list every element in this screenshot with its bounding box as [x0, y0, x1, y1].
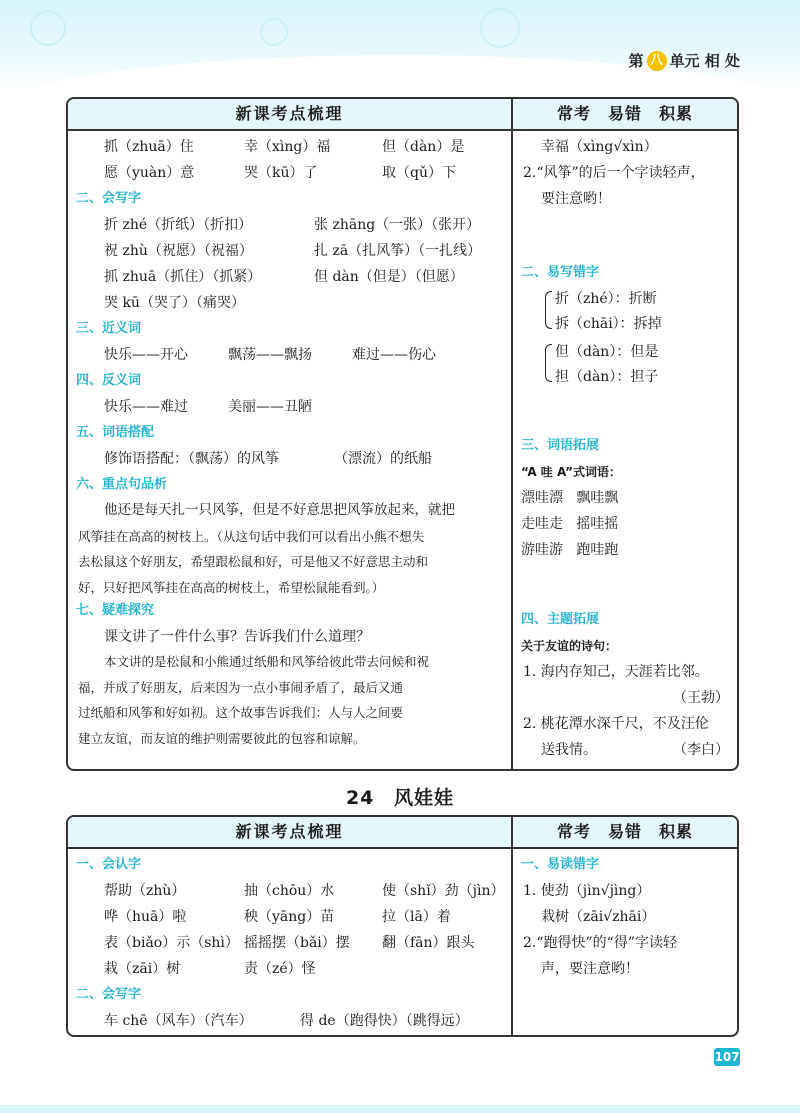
tip-line: 1. 使劲（jìn√jìng）: [523, 883, 651, 899]
decor-circle: [30, 10, 66, 46]
analysis-line: 好，只好把风筝挂在高高的树枝上，希望松鼠能看到。）: [78, 579, 385, 595]
header-band: [0, 0, 800, 92]
char-item: 责（zé）怪: [244, 961, 316, 977]
key-sentence-analysis: [78, 498, 508, 600]
word-item: 摇哇摇: [576, 516, 619, 532]
box-header: [68, 817, 737, 849]
word-item: 走哇走: [521, 516, 563, 532]
header-left-title: 新课考点梳理: [68, 99, 513, 129]
section-heading: 七、疑难探究: [76, 603, 155, 618]
char-item: 帮助（zhù）: [104, 883, 186, 899]
char-item: 栽（zāi）树: [104, 961, 181, 977]
subheading: “A 哇 A”式词语：: [521, 465, 622, 479]
lesson24-summary-box: [66, 815, 739, 1037]
word-pair: 飘荡——飘扬: [228, 347, 312, 363]
word-item: 跑哇跑: [576, 542, 619, 558]
lesson23-summary-box: [66, 97, 739, 771]
tip-line: 2.“风筝”的后一个字读轻声，: [523, 165, 705, 181]
section-heading: 四、反义词: [76, 373, 142, 388]
write-item: 祝 zhù（祝愿）（祝福）: [104, 243, 253, 259]
unit-prefix: 第: [628, 52, 644, 70]
word-pair: 快乐——难过: [104, 399, 188, 415]
section-heading: 二、会写字: [76, 191, 142, 206]
write-item: 哭 kū（哭了）（痛哭）: [104, 295, 245, 311]
answer-line: 建立友谊，而友谊的维护则需要彼此的包容和谅解。: [78, 730, 366, 746]
decor-circle: [480, 8, 520, 48]
char-pair-item: 拆（chāi）：拆掉: [555, 316, 662, 332]
brace-mark: [545, 291, 552, 329]
write-item: 得 de（跑得快）（跳得远）: [300, 1013, 469, 1029]
char-item: 愿（yuàn）意: [104, 165, 195, 181]
tip-line: 要注意哟！: [541, 191, 611, 207]
char-pair-item: 但（dàn）：但是: [555, 344, 659, 360]
char-item: 秧（yāng）苗: [244, 909, 335, 925]
right-column: [513, 849, 737, 1035]
answer-paragraph: [78, 649, 508, 751]
unit-label: [629, 50, 740, 71]
poem-line: 1. 海内存知己，天涯若比邻。: [523, 664, 709, 680]
write-item: 车 chē（风车）（汽车）: [104, 1013, 253, 1029]
page-number: 107: [714, 1050, 740, 1064]
analysis-line: 风筝挂在高高的树枝上。（从这句话中我们可以看出小熊不想失: [78, 528, 425, 544]
word-row: [521, 541, 618, 559]
unit-title: 单元 相 处: [669, 52, 740, 70]
section-heading: 三、词语拓展: [521, 438, 600, 453]
footer-band: [0, 1105, 800, 1113]
right-column: [513, 131, 737, 769]
char-item: 表（biǎo）示（shì）: [104, 935, 239, 951]
char-item: 取（qǔ）下: [382, 165, 456, 181]
section-heading: 三、近义词: [76, 321, 142, 336]
write-item: 张 zhāng（一张）（张开）: [314, 217, 481, 233]
collocation: （漂流）的纸船: [334, 451, 432, 467]
header-right-title: 常考 易错 积累: [556, 104, 693, 123]
word-pair: 快乐——开心: [104, 347, 188, 363]
question-text: 课文讲了一件什么事？告诉我们什么道理？: [104, 629, 370, 645]
answer-line: 过纸船和风筝和好如初。这个故事告诉我们：人与人之间要: [78, 705, 404, 720]
word-row: [521, 489, 618, 507]
write-item: 抓 zhuā（抓住）（抓紧）: [104, 269, 262, 285]
lesson-title: [0, 783, 800, 810]
poem-line: 送我情。: [541, 742, 597, 758]
box-header: [68, 99, 737, 131]
tip-line: 声，要注意哟！: [541, 961, 639, 977]
analysis-line: 他还是每天扎一只风筝，但是不好意思把风筝放起来，就把: [104, 502, 455, 518]
write-item: 扎 zā（扎风筝）（一扎线）: [314, 243, 482, 259]
char-item: 哭（kū）了: [244, 165, 318, 181]
left-column: [68, 131, 513, 769]
subheading: 关于友谊的诗句：: [521, 639, 618, 653]
section-heading: 一、易读错字: [521, 857, 600, 872]
section-heading: 五、词语搭配: [76, 425, 155, 440]
unit-number-badge: 八: [647, 51, 667, 71]
section-heading: 六、重点句品析: [76, 477, 168, 492]
collocation: 修饰语搭配：（飘荡）的风筝: [104, 451, 279, 467]
poem-author: （王勃）: [673, 690, 729, 706]
tip-line: 栽树（zāi√zhāi）: [541, 909, 656, 925]
char-pair-item: 折（zhé）：折断: [555, 291, 657, 307]
poem-author: （李白）: [673, 742, 729, 758]
char-item: 摇摇摆（bǎi）摆: [244, 935, 350, 951]
write-item: 但 dàn（但是）（但愿）: [314, 269, 464, 285]
char-pair-item: 担（dàn）：担子: [555, 369, 659, 385]
analysis-line: 去松鼠这个好朋友，希望跟松鼠和好，可是他又不好意思主动和: [78, 554, 429, 569]
write-item: 折 zhé（折纸）（折扣）: [104, 217, 253, 233]
header-left-title: 新课考点梳理: [68, 817, 513, 847]
word-row: [521, 515, 618, 533]
word-pair: 难过——伤心: [352, 347, 436, 363]
decor-circle: [260, 18, 288, 46]
char-item: 使（shǐ）劲（jìn）: [382, 883, 505, 899]
section-heading: 四、主题拓展: [521, 612, 600, 627]
word-pair: 美丽——丑陋: [228, 399, 312, 415]
section-heading: 一、会认字: [76, 857, 142, 872]
section-heading: 二、会写字: [76, 987, 142, 1002]
char-item: 哗（huā）啦: [104, 909, 187, 925]
word-item: 游哇游: [521, 542, 563, 558]
brace-mark: [545, 344, 552, 382]
char-item: 翻（fān）跟头: [382, 935, 475, 951]
char-item: 抽（chōu）水: [244, 883, 335, 899]
header-right-title: 常考 易错 积累: [556, 822, 693, 841]
word-item: 飘哇飘: [576, 490, 619, 506]
tip-line: 幸福（xìng√xìn）: [541, 139, 658, 155]
lesson-name: 风娃娃: [394, 787, 455, 809]
lesson-number: 24: [345, 787, 375, 809]
section-heading: 二、易写错字: [521, 265, 600, 280]
char-item: 抓（zhuā）住: [104, 139, 194, 155]
tip-line: 2.“跑得快”的“得”字读轻: [523, 935, 677, 951]
answer-line: 本文讲的是松鼠和小熊通过纸船和风筝给彼此带去问候和祝: [104, 654, 430, 669]
char-item: 拉（lā）着: [382, 909, 451, 925]
char-item: 但（dàn）是: [382, 139, 465, 155]
left-column: [68, 849, 513, 1035]
word-item: 漂哇漂: [521, 490, 563, 506]
answer-line: 福，并成了好朋友，后来因为一点小事闹矛盾了，最后又通: [78, 679, 404, 695]
poem-line: 2. 桃花潭水深千尺，不及汪伦: [523, 716, 709, 732]
char-item: 幸（xìng）福: [244, 139, 331, 155]
